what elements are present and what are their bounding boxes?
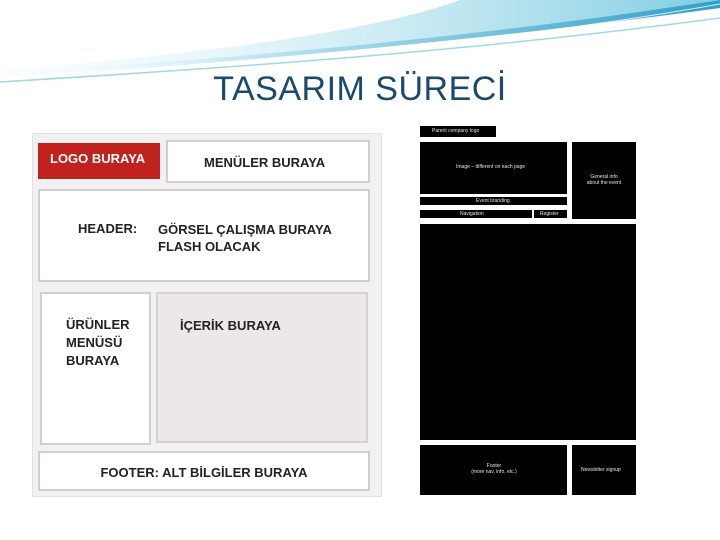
header-placeholder (38, 189, 370, 282)
menu-placeholder: MENÜLER BURAYA (166, 140, 370, 183)
logo-placeholder: LOGO BURAYA (38, 143, 160, 179)
header-description (158, 221, 348, 255)
products-menu-line: BURAYA (66, 353, 120, 368)
general-info-label (584, 174, 624, 186)
footer-label (464, 463, 524, 475)
header-label: HEADER: (78, 221, 138, 236)
event-branding-block (420, 197, 567, 205)
register-block (534, 210, 567, 218)
parent-logo-block (420, 126, 496, 137)
navigation-block (420, 210, 532, 218)
general-info-line: about the event (586, 180, 622, 186)
footer-line: Footer (486, 463, 502, 469)
footer-block (420, 445, 567, 495)
register-label: Register (540, 211, 559, 217)
main-content-block (420, 224, 636, 440)
general-info-line: General info (590, 174, 618, 180)
content-placeholder: İÇERİK BURAYA (156, 292, 368, 443)
newsletter-label: Newsletter signup (581, 467, 621, 473)
products-menu-line: ÜRÜNLER (66, 317, 130, 332)
footer-placeholder: FOOTER: ALT BİLGİLER BURAYA (38, 451, 370, 491)
newsletter-block (572, 445, 636, 495)
parent-logo-label: Parent company logo (432, 128, 480, 134)
header-description-line: FLASH OLACAK (158, 239, 261, 254)
header-description-line: GÖRSEL ÇALIŞMA BURAYA (158, 222, 332, 237)
footer-line: (more nav, info, etc.) (471, 469, 517, 475)
image-label: Image – different on each page (456, 164, 526, 170)
image-block (420, 142, 567, 194)
products-menu-placeholder (40, 292, 151, 445)
slide-title: TASARIM SÜRECİ (213, 70, 507, 108)
general-info-block (572, 142, 636, 219)
navigation-label: Navigation (460, 211, 484, 217)
products-menu-line: MENÜSÜ (66, 335, 123, 350)
event-branding-label: Event branding (476, 198, 510, 204)
